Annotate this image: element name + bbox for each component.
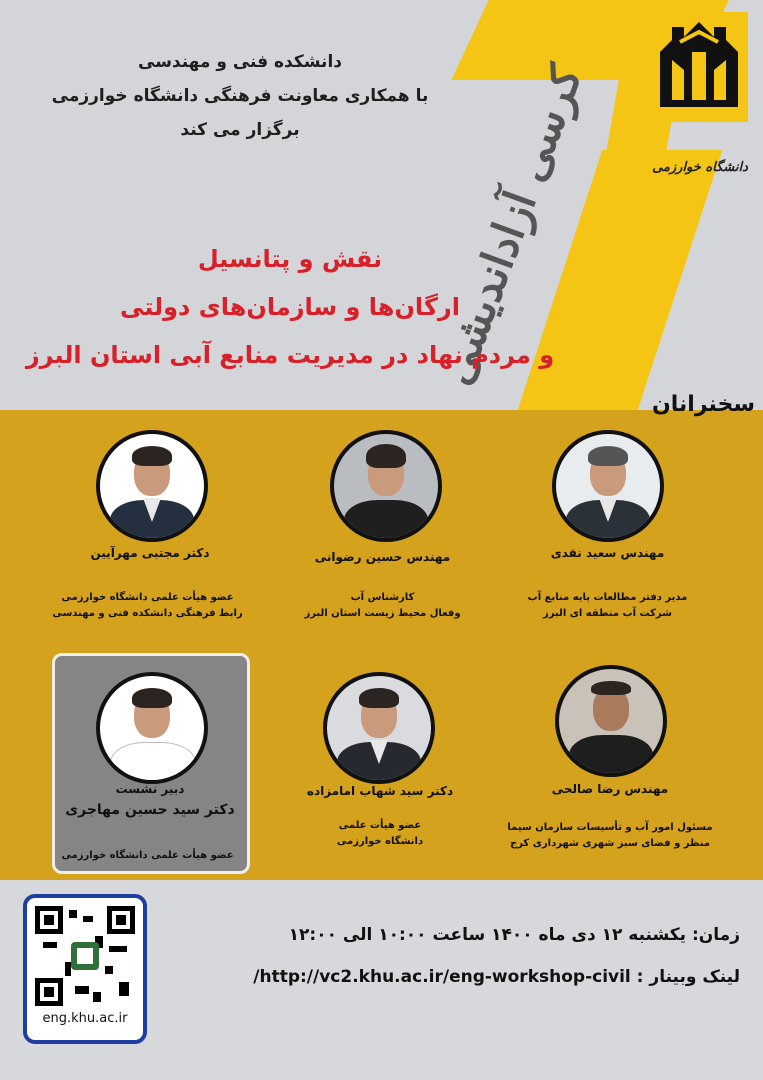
speaker-desc-line: مدیر دفتر مطالعات پایه منابع آب	[527, 592, 688, 603]
subject-line: نقش و پتانسیل	[197, 245, 383, 273]
organizer-line: با همکاری معاونت فرهنگی دانشگاه خوارزمی	[51, 86, 429, 106]
speaker-photo	[330, 430, 442, 542]
moderator-desc: عضو هیأت علمی دانشگاه خوارزمی	[61, 850, 234, 861]
university-name: دانشگاه خوارزمی	[652, 160, 748, 175]
series-title: کرسی آزاداندیشی	[430, 58, 593, 392]
event-info	[150, 925, 740, 987]
qr-url[interactable]: eng.khu.ac.ir	[42, 1011, 128, 1026]
speaker-photo	[555, 665, 667, 777]
speaker-desc-line: مسئول امور آب و تأسیسات سازمان سیما	[507, 822, 713, 833]
speaker-desc-line: عضو هیأت علمی دانشگاه خوارزمی	[61, 592, 234, 603]
speaker-photo	[323, 672, 435, 784]
qr-code[interactable]	[35, 906, 135, 1006]
webinar-link[interactable]: لینک وبینار : http://vc2.khu.ac.ir/eng-workshop-civil/	[253, 967, 740, 987]
speaker-desc	[40, 590, 255, 622]
university-logo	[650, 12, 748, 122]
organizer-line: دانشکده فنی و مهندسی	[138, 52, 342, 72]
speaker-name: مهندس رضا صالحی	[551, 782, 669, 796]
moderator-name: دکتر سید حسین مهاجری	[65, 802, 235, 818]
speaker-desc	[280, 590, 485, 622]
speaker-desc-line: دانشگاه خوارزمی	[336, 836, 424, 847]
subject-line: و مردم نهاد در مدیریت منابع آبی استان البرز	[25, 341, 555, 369]
qr-code-box	[23, 894, 147, 1044]
organizer-line: برگزار می کند	[180, 120, 300, 140]
speakers-heading: سخنرانان	[652, 392, 755, 417]
speaker-photo	[552, 430, 664, 542]
speaker-desc-line: منظر و فضای سبز شهری شهرداری کرج	[510, 838, 710, 849]
speaker-name: دکتر مجتبی مهرآیین	[90, 546, 210, 560]
moderator-role: دبیر نشست	[115, 782, 185, 796]
event-time: زمان: یکشنبه ۱۲ دی ماه ۱۴۰۰ ساعت ۱۰:۰۰ الی ۱۲:۰۰	[288, 925, 740, 945]
speaker-desc-line: کارشناس آب	[350, 592, 415, 603]
speaker-desc-line: رابط فرهنگی دانشکده فنی و مهندسی	[52, 608, 243, 619]
speaker-desc	[505, 590, 710, 622]
organizer-text	[30, 45, 450, 147]
speaker-name: دکتر سید شهاب امامزاده	[306, 784, 454, 798]
speaker-desc	[280, 818, 480, 850]
moderator-photo	[96, 672, 208, 784]
speaker-desc-line: عضو هیأت علمی	[338, 820, 422, 831]
speaker-desc	[495, 820, 725, 852]
speaker-name: مهندس حسین رضوانی	[314, 550, 451, 564]
speaker-photo	[96, 430, 208, 542]
subject-line: ارگان‌ها و سازمان‌های دولتی	[120, 293, 460, 321]
speaker-name: مهندس سعید نقدی	[550, 546, 665, 560]
speaker-desc-line: وفعال محیط زیست استان البرز	[304, 608, 461, 619]
speaker-desc-line: شرکت آب منطقه ای البرز	[543, 608, 672, 619]
subject-title	[10, 235, 570, 379]
